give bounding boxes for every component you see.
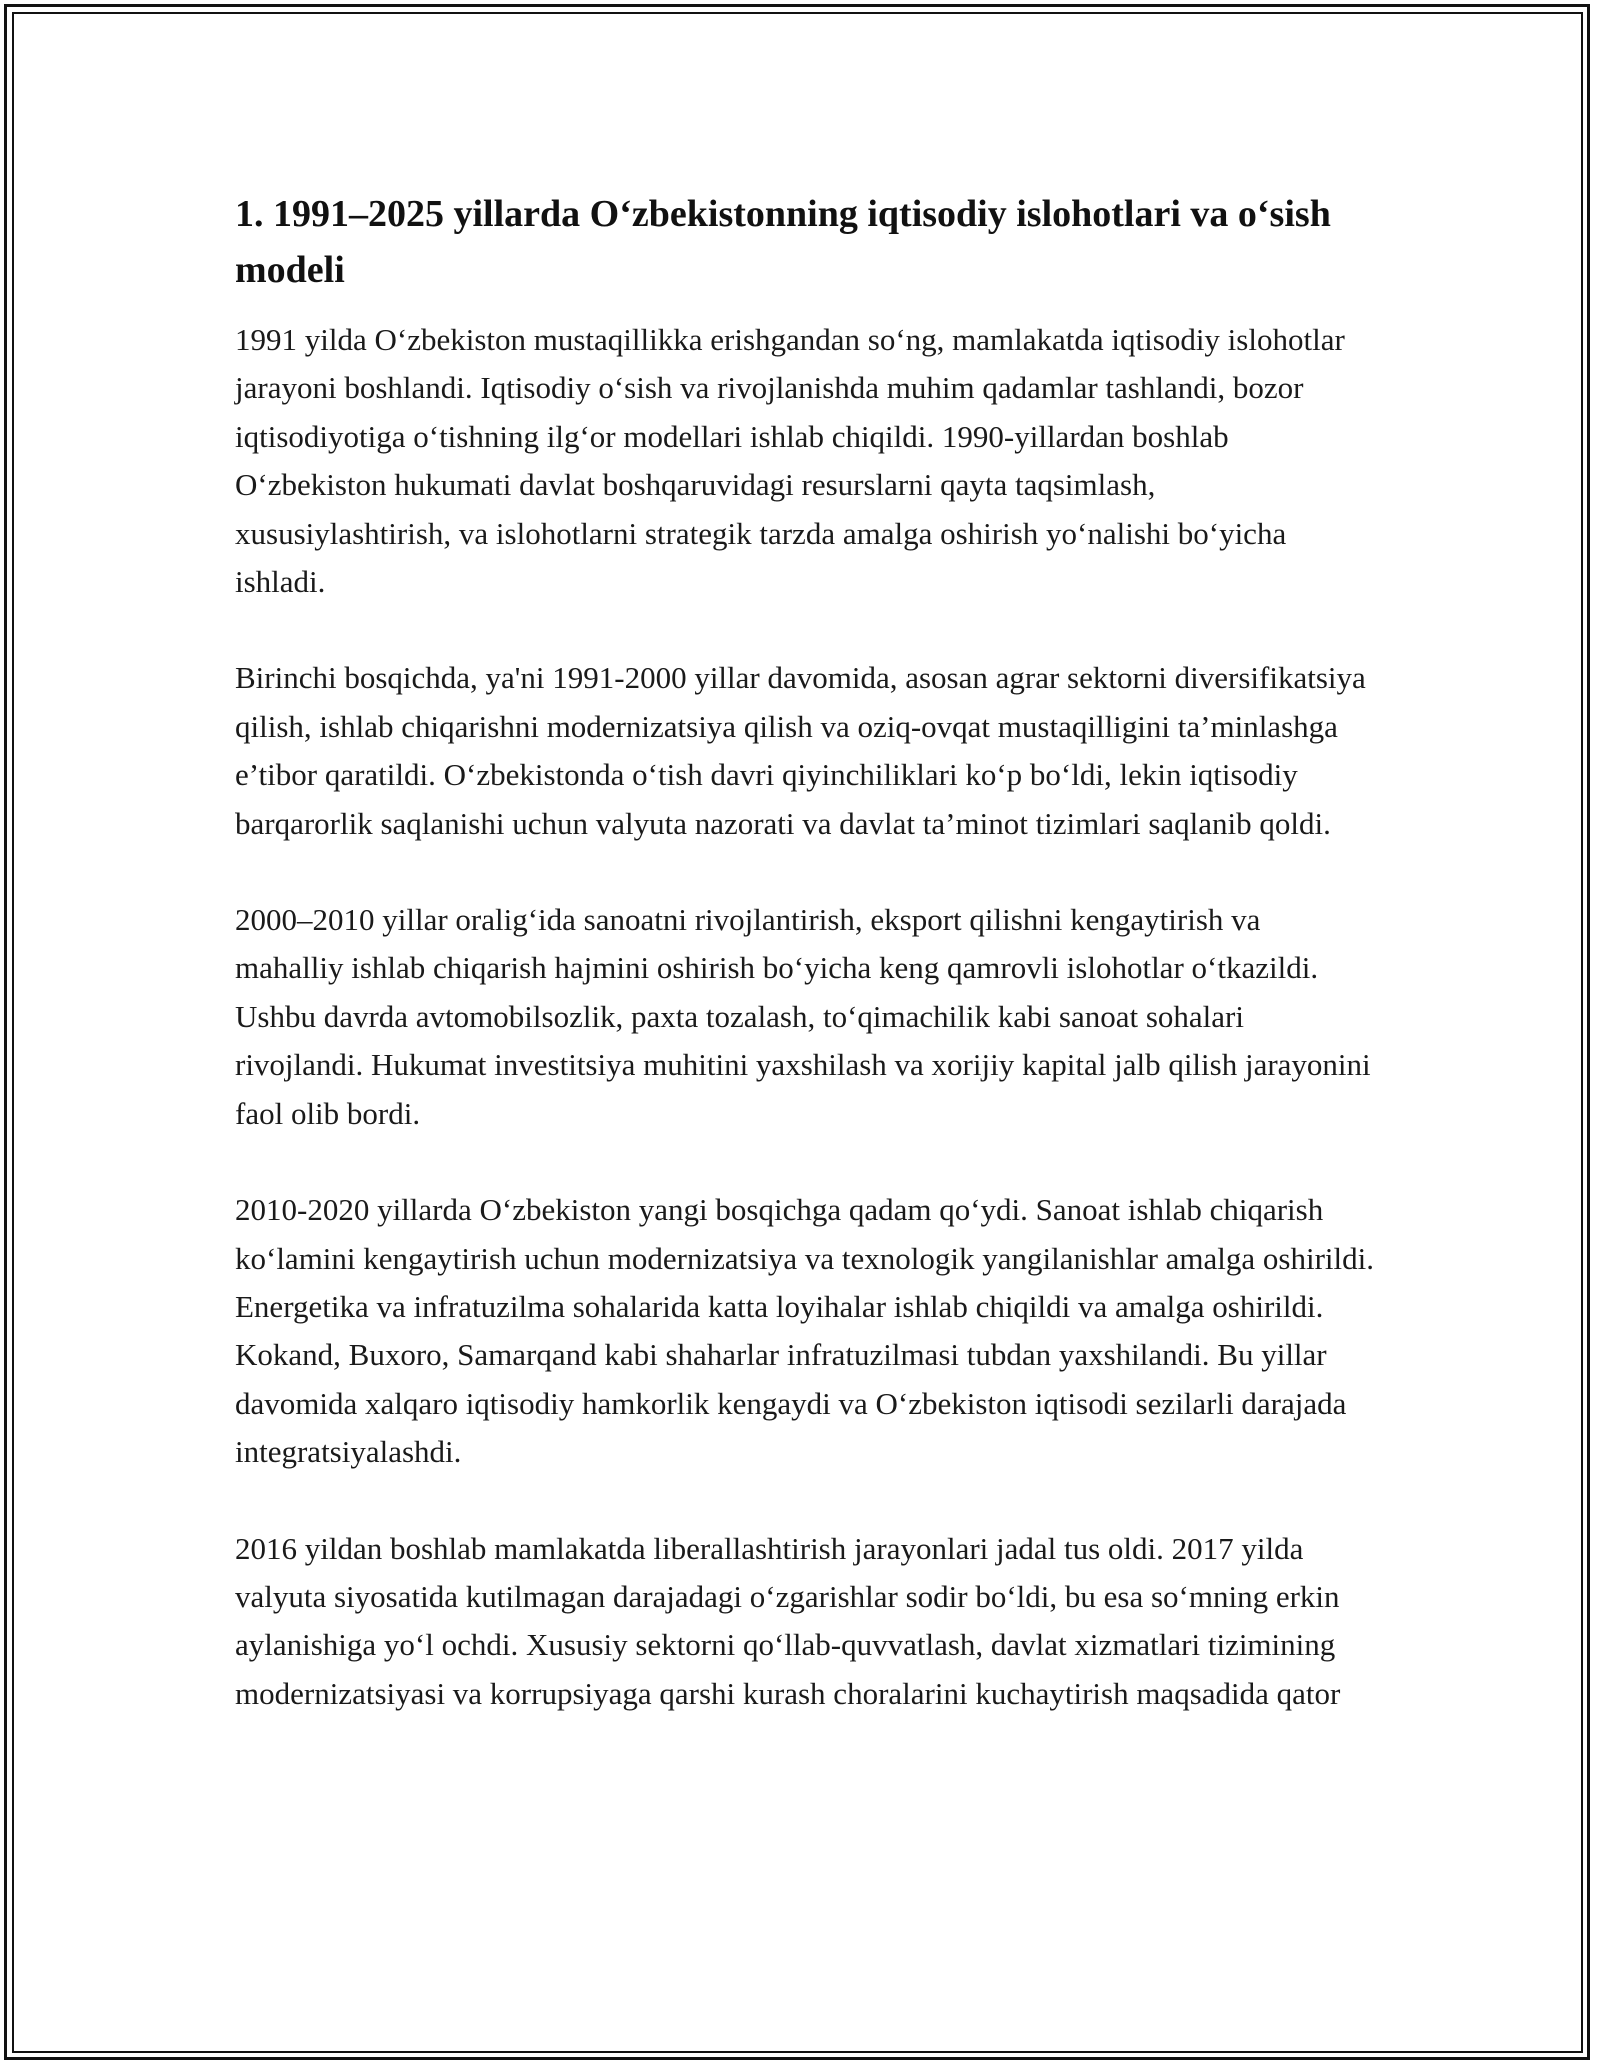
- paragraph-4: 2010-2020 yillarda O‘zbekiston yangi bosqichga qadam qo‘ydi. Sanoat ishlab chiqarish ko‘lamini kengaytirish uchun modernizatsiya va texnologik yangilanishlar amalga oshirildi. Energetika va infratuzilma sohalarida katta loyihalar ishlab chiqildi va amalga oshirildi. Kokand, Buxoro, Samarqand kabi shaharlar infratuzilmasi tubdan yaxshilandi. Bu yillar davomida xalqaro iqtisodiy hamkorlik kengaydi va O‘zbekiston iqtisodi sezilarli darajada integratsiyalashdi.: [235, 1192, 1374, 1470]
- paragraph-2: Birinchi bosqichda, ya'ni 1991-2000 yillar davomida, asosan agrar sektorni diversifikatsiya qilish, ishlab chiqarishni modernizatsiya qilish va oziq-ovqat mustaqilligini ta’minlashga e’tibor qaratildi. O‘zbekistonda o‘tish davri qiyinchiliklari ko‘p bo‘ldi, lekin iqtisodiy barqarorlik saqlanishi uchun valyuta nazorati va davlat ta’minot tizimlari saqlanib qoldi.: [235, 660, 1366, 841]
- paragraph-1: 1991 yilda O‘zbekiston mustaqillikka erishgandan so‘ng, mamlakatda iqtisodiy islohotlar jarayoni boshlandi. Iqtisodiy o‘sish va rivojlanishda muhim qadamlar tashlandi, bozor iqtisodiyotiga o‘tishning ilg‘or modellari ishlab chiqildi. 1990-yillardan boshlab O‘zbekiston hukumati davlat boshqaruvidagi resurslarni qayta taqsimlash, xususiylashtirish, va islohotlarni strategik tarzda amalga oshirish yo‘nalishi bo‘yicha ishladi.: [235, 322, 1345, 600]
- document-body: [235, 186, 1375, 1766]
- paragraph-5: 2016 yildan boshlab mamlakatda liberallashtirish jarayonlari jadal tus oldi. 2017 yilda valyuta siyosatida kutilmagan darajadagi o‘zgarishlar sodir bo‘ldi, bu esa so‘mning erkin aylanishiga yo‘l ochdi. Xususiy sektorni qo‘llab-quvvatlash, davlat xizmatlari tizimining modernizatsiyasi va korrupsiyaga qarshi kurash choralarini kuchaytirish maqsadida qator: [235, 1530, 1341, 1711]
- paragraph-3: 2000–2010 yillar oralig‘ida sanoatni rivojlantirish, eksport qilishni kengaytirish va mahalliy ishlab chiqarish hajmini oshirish bo‘yicha keng qamrovli islohotlar o‘tkazildi. Ushbu davrda avtomobilsozlik, paxta tozalash, to‘qimachilik kabi sanoat sohalari rivojlandi. Hukumat investitsiya muhitini yaxshilash va xorijiy kapital jalb qilish jarayonini faol olib bordi.: [235, 902, 1371, 1131]
- section-heading: 1. 1991–2025 yillarda O‘zbekistonning iqtisodiy islohotlari va o‘sish modeli: [235, 193, 1331, 291]
